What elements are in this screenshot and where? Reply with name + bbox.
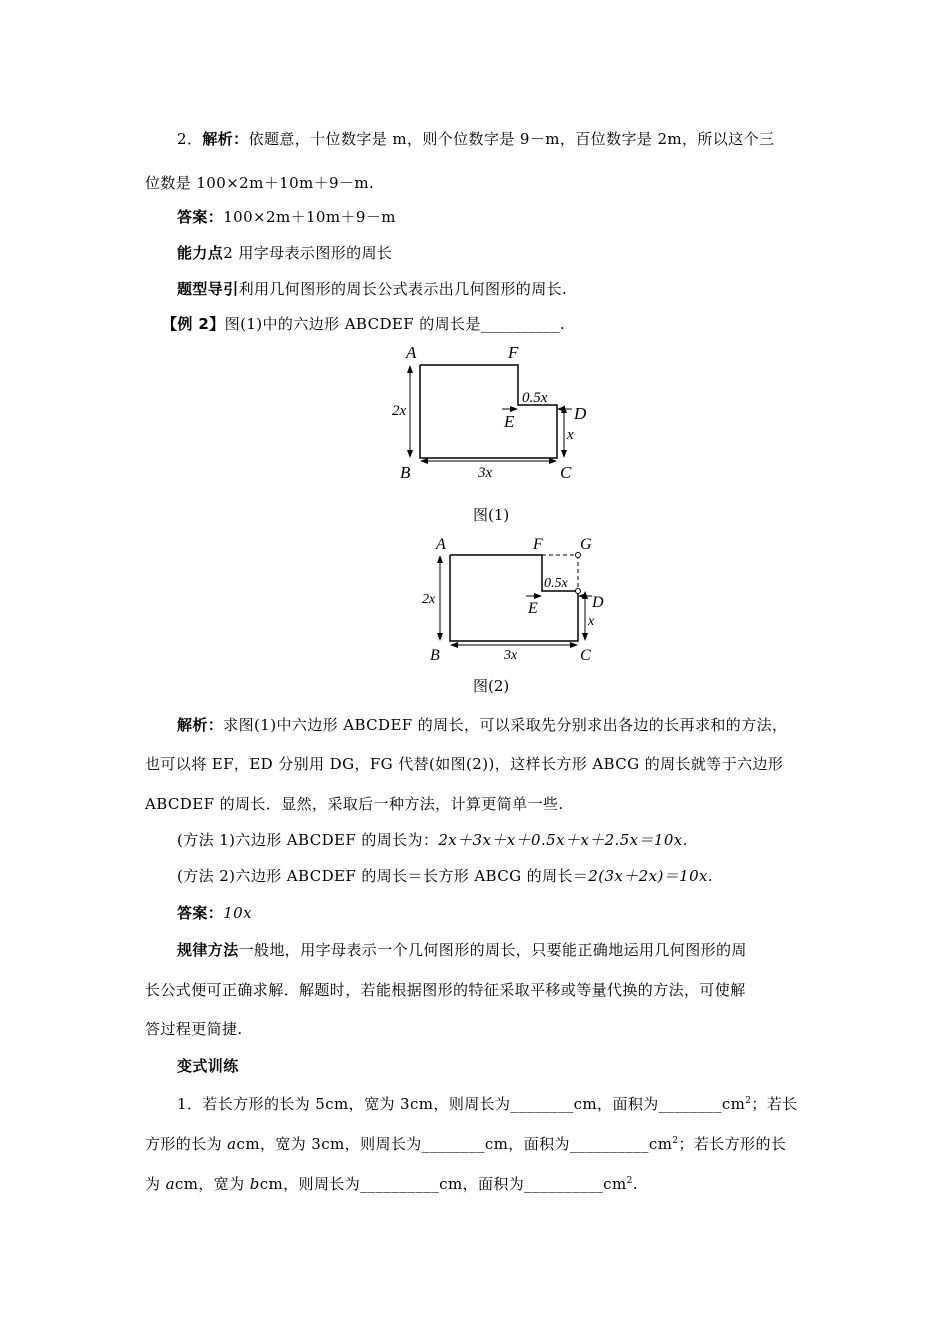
- variant-q1-line-2: [145, 1133, 786, 1154]
- type-guide-label: 题型导引: [177, 280, 239, 298]
- vertex-d: D: [592, 594, 604, 611]
- figure-1: [390, 340, 600, 489]
- problem-2-line-1: [177, 128, 774, 149]
- example-label: 【例 2】: [162, 315, 225, 333]
- problem-2-answer: [177, 206, 396, 227]
- vertex-e: E: [504, 412, 515, 431]
- rule-text: 一般地，用字母表示一个几何图形的周长，只要能正确地运用几何图形的周: [238, 941, 747, 959]
- analysis-line-3: ABCDEF 的周长．显然，采取后一种方法，计算更简单一些.: [145, 795, 564, 813]
- q1-text: ；若长方形的长: [678, 1135, 787, 1153]
- problem-number: 2．: [177, 130, 203, 148]
- variable-b: b: [249, 1175, 260, 1193]
- analysis-label: 解析：: [177, 716, 224, 734]
- vertex-g: G: [580, 536, 592, 553]
- q1-text: .: [632, 1175, 638, 1193]
- q1-text: cm，宽为 3cm，则周长为________cm，面积为__________cm: [236, 1135, 673, 1153]
- dim-left: 2x: [392, 403, 407, 419]
- vertex-a: A: [436, 536, 446, 553]
- analysis-label: 解析：: [202, 130, 249, 148]
- vertex-b: B: [430, 647, 440, 664]
- variable-a: a: [227, 1135, 237, 1153]
- variant-q1-line-3: [145, 1173, 638, 1194]
- ability-point-label: 能力点: [177, 244, 224, 262]
- q1-text: ；若长: [751, 1095, 798, 1113]
- example-2: [162, 313, 565, 334]
- vertex-e: E: [528, 600, 538, 617]
- superscript: 2: [672, 1136, 679, 1146]
- dim-step: 0.5x: [522, 390, 548, 406]
- q1-text: cm，宽为: [174, 1175, 250, 1193]
- vertex-d: D: [574, 404, 587, 423]
- method-2-prefix: (方法 2)六边形 ABCDEF 的周长＝长方形 ABCG 的周长＝: [177, 867, 589, 885]
- answer-value: 100×2m＋10m＋9－m: [223, 208, 396, 226]
- answer-value: 10x: [223, 904, 252, 922]
- dim-bottom: 3x: [478, 465, 493, 481]
- answer-label: 答案：: [177, 904, 224, 922]
- type-guide-text: 利用几何图形的周长公式表示出几何图形的周长.: [238, 280, 568, 298]
- figure-1-caption: 图(1): [473, 506, 510, 524]
- rule-line-2: 长公式便可正确求解．解题时，若能根据图形的特征采取平移或等量代换的方法，可使解: [145, 981, 746, 999]
- problem-2-text: 依题意，十位数字是 m，则个位数字是 9－m，百位数字是 2m，所以这个三: [248, 130, 775, 148]
- rule-line-3: 答过程更简捷.: [145, 1020, 243, 1038]
- dim-bottom: 3x: [504, 648, 518, 663]
- dim-right: x: [567, 427, 574, 443]
- problem-2-line-2: 位数是 100×2m＋10m＋9－m.: [145, 174, 375, 192]
- method-2: [177, 865, 713, 886]
- type-guide: [177, 278, 567, 299]
- vertex-a: A: [406, 343, 417, 362]
- dim-left: 2x: [422, 592, 436, 607]
- vertex-f: F: [533, 536, 543, 553]
- q1-text: 1．若长方形的长为 5cm，宽为 3cm，则周长为________cm，面积为________cm: [177, 1095, 746, 1113]
- figure-2-caption: 图(2): [473, 677, 510, 695]
- vertex-c: C: [580, 647, 591, 664]
- q1-text: 方形的长为: [145, 1135, 228, 1153]
- vertex-c: C: [560, 463, 572, 482]
- superscript: 2: [745, 1096, 752, 1106]
- ability-point: [177, 242, 392, 263]
- q1-text: cm，则周长为__________cm，面积为__________cm: [259, 1175, 627, 1193]
- dim-right: x: [588, 614, 595, 629]
- example-text: 图(1)中的六边形 ABCDEF 的周长是__________.: [224, 315, 566, 333]
- variant-q1-line-1: [177, 1093, 798, 1114]
- analysis-text: 求图(1)中六边形 ABCDEF 的周长，可以采取先分别求出各边的长再求和的方法，: [223, 716, 788, 734]
- q1-text: 为: [145, 1175, 166, 1193]
- method-2-expression: 2(3x＋2x)＝10x.: [588, 867, 714, 885]
- vertex-f: F: [508, 343, 519, 362]
- figure-2: [420, 535, 620, 669]
- answer-label: 答案：: [177, 208, 224, 226]
- analysis-line-2: 也可以将 EF，ED 分别用 DG，FG 代替(如图(2))，这样长方形 ABCG 的周长就等于六边形: [145, 755, 784, 773]
- ability-point-text: 2 用字母表示图形的周长: [223, 244, 393, 262]
- variant-title: 变式训练: [177, 1057, 239, 1075]
- method-1-expression: 2x＋3x＋x＋0.5x＋x＋2.5x＝10x.: [438, 831, 688, 849]
- rule-line-1: [177, 939, 747, 960]
- method-1-prefix: (方法 1)六边形 ABCDEF 的周长为：: [177, 831, 439, 849]
- analysis-answer: [177, 902, 252, 923]
- dim-step: 0.5x: [544, 576, 568, 591]
- analysis-line-1: [177, 714, 787, 735]
- method-1: [177, 829, 688, 850]
- vertex-b: B: [400, 463, 411, 482]
- variable-a: a: [165, 1175, 175, 1193]
- rule-label: 规律方法: [177, 941, 239, 959]
- superscript: 2: [626, 1176, 633, 1186]
